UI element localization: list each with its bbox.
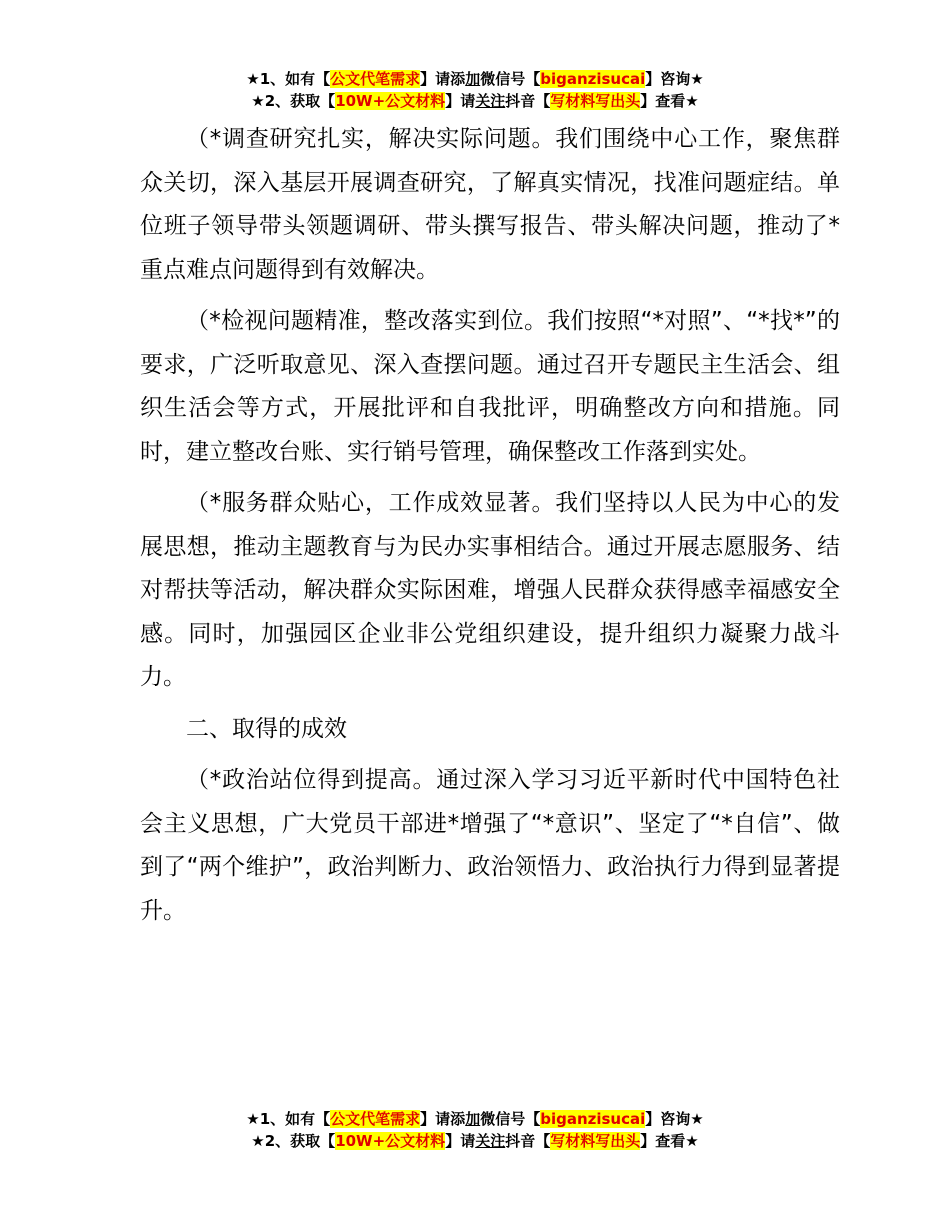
header-banner: [0, 68, 950, 112]
paragraph-rectification: （*检视问题精准，整改落实到位。我们按照“*对照”、“*找*”的要求，广泛听取意见、深入查摆问题。通过召开专题民主生活会、组织生活会等方式，开展批评和自我批评，明确整改方向和措施。同时，建立整改台账、实行销号管理，确保整改工作落到实处。: [140, 308, 840, 465]
footer-line-2-underlined: 关注: [475, 1132, 506, 1150]
banner-line-2-underlined: 关注: [475, 92, 506, 110]
footer-banner: [0, 1108, 950, 1152]
footer-line-2-suffix: 】查看★: [640, 1132, 699, 1150]
banner-line-1: [0, 68, 950, 90]
footer-line-1-underlined: 加: [465, 1110, 481, 1128]
footer-line-1-middle-2: 微信号【: [480, 1110, 541, 1128]
paragraph-service: （*服务群众贴心，工作成效显著。我们坚持以人民为中心的发展思想，推动主题教育与为民办实事相结合。通过开展志愿服务、结对帮扶等活动，解决群众实际困难，增强人民群众获得感幸福感安全感。同时，加强园区企业非公党组织建设，提升组织力凝聚力战斗力。: [140, 490, 840, 690]
banner-line-2-prefix: ★2、获取【: [251, 92, 336, 110]
footer-line-2: [0, 1130, 950, 1152]
banner-line-1-underlined: 加: [465, 70, 481, 88]
footer-highlight-wechat-id: biganzisucai: [540, 1110, 646, 1128]
paragraph-research: （*调查研究扎实，解决实际问题。我们围绕中心工作，聚焦群众关切，深入基层开展调查研究，了解真实情况，找准问题症结。单位班子领导带头领题调研、带头撰写报告、带头解决问题，推动了*重点难点问题得到有效解决。: [140, 126, 840, 283]
footer-line-2-middle-2: 抖音【: [505, 1132, 551, 1150]
banner-line-1-middle: 】请添: [420, 70, 466, 88]
banner-highlight-wechat-id: biganzisucai: [540, 70, 646, 88]
paragraph-political-stance: （*政治站位得到提高。通过深入学习习近平新时代中国特色社会主义思想，广大党员干部进*增强了“*意识”、坚定了“*自信”、做到了“两个维护”，政治判断力、政治领悟力、政治执行力得到显著提升。: [140, 767, 840, 924]
footer-line-2-middle: 】请: [445, 1132, 476, 1150]
footer-line-1-suffix: 】咨询★: [645, 1110, 704, 1128]
banner-highlight-service: 公文代笔需求: [330, 70, 421, 88]
banner-highlight-materials: 10W+公文材料: [335, 92, 446, 110]
footer-highlight-douyin: 写材料写出头: [550, 1132, 641, 1150]
banner-highlight-douyin: 写材料写出头: [550, 92, 641, 110]
banner-line-2-suffix: 】查看★: [640, 92, 699, 110]
banner-line-2: [0, 90, 950, 112]
banner-line-2-middle-2: 抖音【: [505, 92, 551, 110]
footer-line-1-prefix: ★1、如有【: [246, 1110, 331, 1128]
footer-line-2-prefix: ★2、获取【: [251, 1132, 336, 1150]
section-heading-results: 二、取得的成效: [186, 715, 347, 742]
banner-line-1-suffix: 】咨询★: [645, 70, 704, 88]
document-body: [140, 118, 840, 941]
banner-line-1-middle-2: 微信号【: [480, 70, 541, 88]
banner-line-1-prefix: ★1、如有【: [246, 70, 331, 88]
banner-line-2-middle: 】请: [445, 92, 476, 110]
footer-highlight-service: 公文代笔需求: [330, 1110, 421, 1128]
footer-line-1-middle: 】请添: [420, 1110, 466, 1128]
footer-line-1: [0, 1108, 950, 1130]
footer-highlight-materials: 10W+公文材料: [335, 1132, 446, 1150]
